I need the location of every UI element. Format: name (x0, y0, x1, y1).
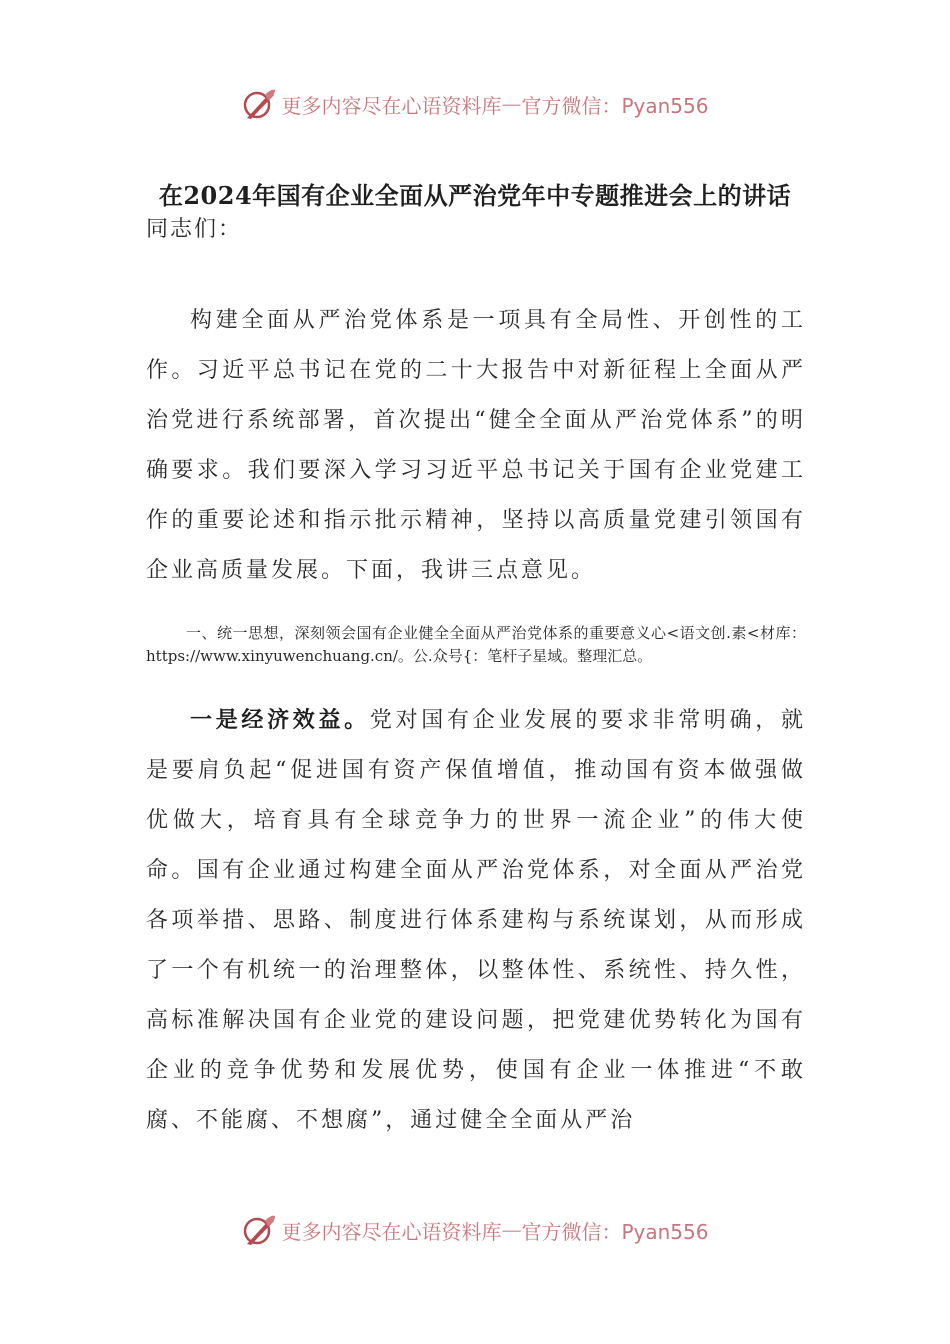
section-heading-1: 一、统一思想，深刻领会国有企业健全全面从严治党体系的重要意义心<语文创.素<材库：https://www.xinyuwenchuang.cn/。公.众号{：笔杆子星域。整理汇总。 (146, 624, 806, 665)
quill-pen-icon (241, 86, 277, 122)
paragraph-body: 党对国有企业发展的要求非常明确，就是要肩负起“促进国有资产保值增值，推动国有资本做强做优做大，培育具有全球竞争力的世界一流企业”的伟大使命。国有企业通过构建全面从严治党体系，对全面从严治党各项举措、思路、制度进行体系建构与系统谋划，从而形成了一个有机统一的治理整体，以整体性、系统性、持久性，高标准解决国有企业党的建设问题，把党建优势转化为国有企业的竞争优势和发展优势，使国有企业一体推进“不敢腐、不能腐、不想腐”，通过健全全面从严治 (146, 708, 806, 1133)
watermark-text: 更多内容尽在心语资料库 (281, 93, 502, 118)
watermark-wechat: 官方微信：Pyan556 (521, 93, 709, 118)
paragraph-economic-benefit (146, 695, 806, 1146)
watermark-wechat: 官方微信：Pyan556 (521, 1219, 709, 1244)
watermark-separator: — (501, 1218, 522, 1242)
watermark-banner-top (0, 84, 950, 124)
greeting: 同志们： (146, 217, 243, 242)
quill-pen-icon (241, 1212, 277, 1248)
watermark-separator: — (501, 92, 522, 116)
watermark-text: 更多内容尽在心语资料库 (281, 1219, 502, 1244)
paragraph-intro: 构建全面从严治党体系是一项具有全局性、开创性的工作。习近平总书记在党的二十大报告中对新征程上全面从严治党进行系统部署，首次提出“健全全面从严治党体系”的明确要求。我们要深入学习习近平总书记关于国有企业党建工作的重要论述和指示批示精神，坚持以高质量党建引领国有企业高质量发展。下面，我讲三点意见。 (146, 308, 806, 583)
watermark-banner-bottom (0, 1210, 950, 1250)
paragraph-lead: 一是经济效益。 (190, 707, 370, 733)
document-title: 在2024年国有企业全面从严治党年中专题推进会上的讲话 (158, 181, 792, 210)
